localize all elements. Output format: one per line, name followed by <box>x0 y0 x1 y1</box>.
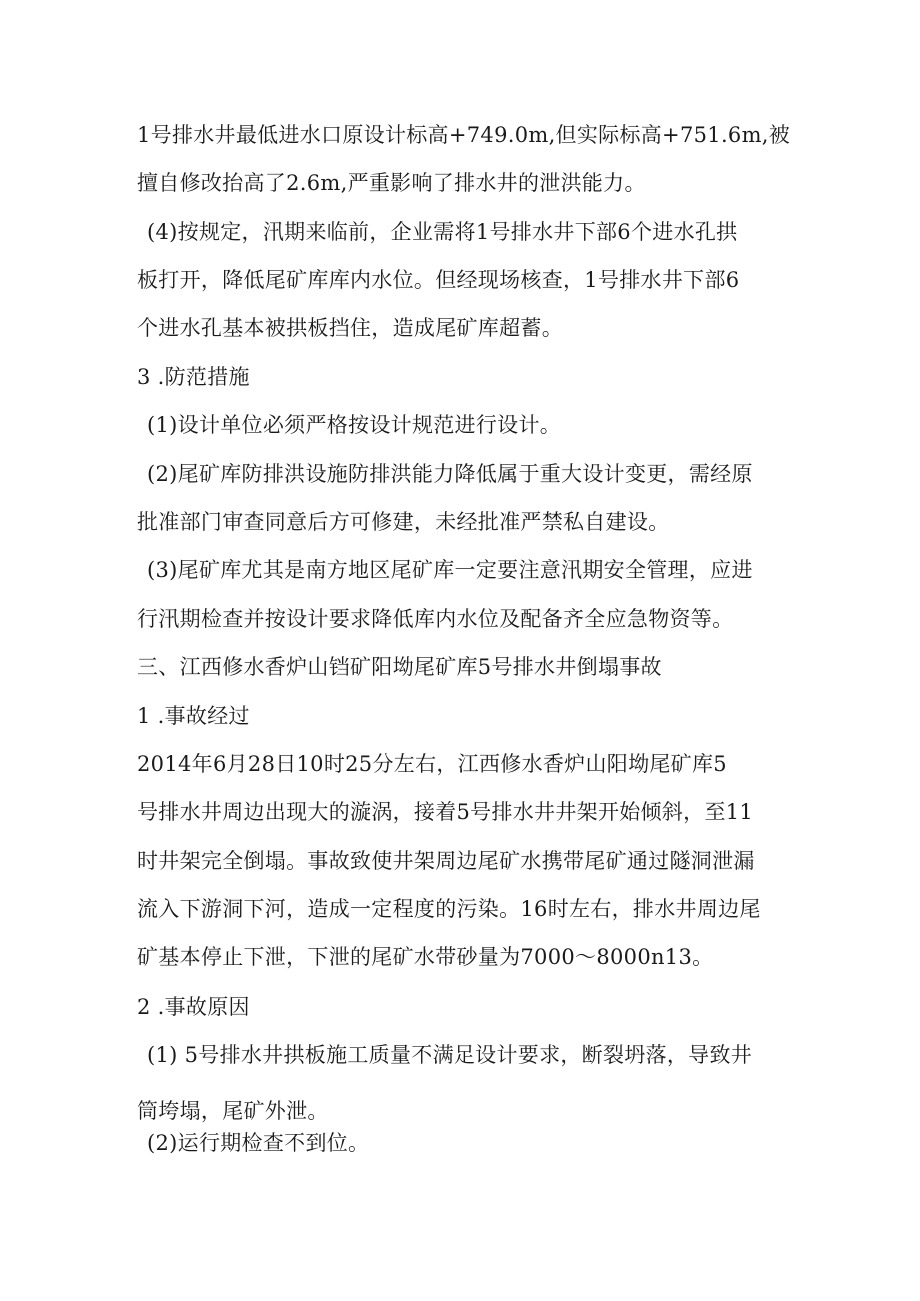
text-line: 1号排水井最低进水口原设计标高+749.0m,但实际标高+751.6m,被 <box>137 123 791 147</box>
text-line: (4)按规定，汛期来临前，企业需将1号排水井下部6个进水孔拱 <box>147 220 738 244</box>
section-heading: 2 .事故原因 <box>137 995 250 1019</box>
text-line: 时井架完全倒塌。事故致使井架周边尾矿水携带尾矿通过隧洞泄漏 <box>137 849 755 873</box>
section-heading: 1 .事故经过 <box>137 704 250 728</box>
text-line: 2014年6月28日10时25分左右，江西修水香炉山阳坳尾矿库5 <box>137 752 727 776</box>
chapter-heading: 三、江西修水香炉山铛矿阳坳尾矿库5号排水井倒塌事故 <box>137 655 662 679</box>
section-heading: 3 .防范措施 <box>137 365 250 389</box>
text-line: 筒垮塌，尾矿外泄。 <box>137 1099 329 1123</box>
text-line: (2)运行期检查不到位。 <box>147 1131 370 1155</box>
text-line: 板打开，降低尾矿库库内水位。但经现场核查，1号排水井下部6 <box>137 268 740 292</box>
text-line: 流入下游洞下河，造成一定程度的污染。16时左右，排水井周边尾 <box>137 897 761 921</box>
text-line: (1)设计单位必须严格按设计规范进行设计。 <box>147 413 562 437</box>
text-line: 个进水孔基本被拱板挡住，造成尾矿库超蓄。 <box>137 316 563 340</box>
text-line: 号排水井周边出现大的漩涡，接着5号排水井井架开始倾斜，至11 <box>137 800 754 824</box>
text-line: (1) 5号排水井拱板施工质量不满足设计要求，断裂坍落，导致井 <box>147 1043 753 1067</box>
text-line: 矿基本停止下泄，下泄的尾矿水带砂量为7000～8000n13。 <box>137 945 714 969</box>
text-line: 批准部门审查同意后方可修建，未经批准严禁私自建设。 <box>137 510 670 534</box>
text-line: (3)尾矿库尤其是南方地区尾矿库一定要注意汛期安全管理，应进 <box>147 558 753 582</box>
text-line: 行汛期检查并按设计要求降低库内水位及配备齐全应急物资等。 <box>137 607 734 631</box>
text-line: 擅自修改抬高了2.6m,严重影响了排水井的泄洪能力。 <box>137 171 646 195</box>
text-line: (2)尾矿库防排洪设施防排洪能力降低属于重大设计变更，需经原 <box>147 462 753 486</box>
